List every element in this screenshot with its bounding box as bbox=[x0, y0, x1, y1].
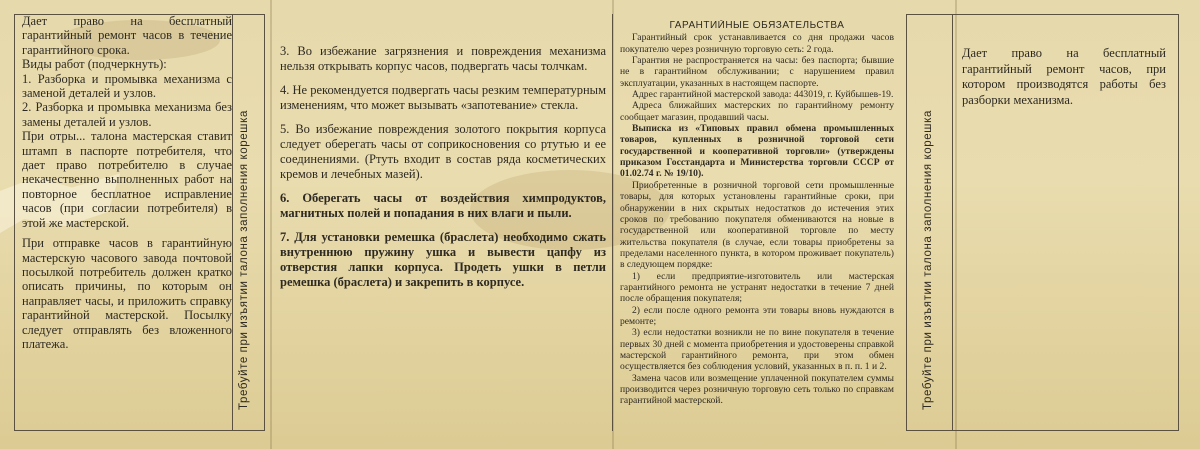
fold-line bbox=[955, 0, 957, 449]
border-rule bbox=[264, 14, 265, 431]
coupon-panel-left bbox=[22, 14, 232, 430]
condition-2: 2) если после одного ремонта эти товары вновь нуждаются в ремонте; bbox=[620, 304, 894, 327]
stamp-note: При отры... талона мастерская ставит штамп в паспорте потребителя, что дает право потребителю в случае некачественно выполненных работ на повторное бесплатное исправление часов (при согласии потребителя) в этой же мастерской. bbox=[22, 129, 232, 230]
care-instructions-panel bbox=[280, 44, 606, 449]
border-rule bbox=[14, 430, 264, 431]
border-rule bbox=[906, 14, 907, 431]
work-types-heading: Виды работ (подчеркнуть): bbox=[22, 57, 167, 72]
instruction-7: 7. Для установки ремешка (браслета) необходимо сжать внутреннюю пружину ушка и вывести цапфу из отверстия лапки корпуса. Продеть ушки в петли ремешка (браслета) и закрепить в корпусе. bbox=[280, 230, 606, 289]
warranty-title: ГАРАНТИЙНЫЕ ОБЯЗАТЕЛЬСТВА bbox=[669, 20, 845, 31]
condition-3: 3) если недостатки возникли не по вине покупателя в течение первых 30 дней с момента приобретения и удостоверены справкой мастерской гарантийного ремонта, при этом обмен осуществляется без соблюдения условий, указанных в п. п. 1 и 2. bbox=[620, 327, 894, 373]
fold-line bbox=[270, 0, 272, 449]
nearby-workshops: Адреса ближайших мастерских по гарантийному ремонту сообщает магазин, продавший часы. bbox=[620, 100, 894, 123]
workshop-address: Адрес гарантийной мастерской завода: 443019, г. Куйбышев-19. bbox=[632, 89, 894, 101]
condition-1: 1) если предприятие-изготовитель или мастерская гарантийного ремонта не устранят недостатки в течение 7 дней после обращения покупателя; bbox=[620, 270, 894, 305]
work-type-1: 1. Разборка и промывка механизма с заменой деталей и узлов. bbox=[22, 71, 232, 101]
warranty-exclusions: Гарантия не распространяется на часы: без паспорта; бывшие не в гарантийном обслуживании; с нарушением правил эксплуатации, указанных в настоящем паспорте. bbox=[620, 55, 894, 89]
exchange-rules-excerpt: Выписка из «Типовых правил обмена промышленных товаров, купленных в розничной торговой сети государственной и кооперативной торговли» (утверждены приказом Госстандарта и Министерства торговли СССР от 01.02.74 г. № 19/10). bbox=[620, 123, 894, 180]
instruction-5: 5. Во избежание повреждения золотого покрытия корпуса следует оберегать часы от соприкосновения со ртутью и ее соединениями. (Ртуть входит в состав ряда косметических кремов и лечебных мазей). bbox=[280, 122, 606, 181]
exchange-conditions: Приобретенные в розничной торговой сети промышленные товары, для которых установлены гарантийные сроки, при обнаружении в них скрытых недостатков до истечения этих сроков по требованию покупателя обмениваются на новые в государственной или кооперативной торговле по месту жительства покупателя (в случае, если товары приобретены за пределами населенного пункта, в котором проживает покупатель) в следующем порядке: bbox=[620, 179, 894, 271]
border-rule bbox=[906, 14, 1178, 15]
coupon-intro: Дает право на бесплатный гарантийный ремонт часов в течение гарантийного срока. bbox=[22, 14, 232, 57]
coupon-right-text: Дает право на бесплатный гарантийный ремонт часов, при котором производятся работы без разборки механизма. bbox=[962, 46, 1166, 107]
instruction-4: 4. Не рекомендуется подвергать часы резким температурным изменениям, что может вызывать «запотевание» стекла. bbox=[280, 83, 606, 112]
warranty-term: Гарантийный срок устанавливается со дня продажи часов покупателю через розничную торговую сеть: 2 года. bbox=[620, 32, 894, 55]
border-rule bbox=[14, 14, 15, 431]
coupon-panel-right bbox=[962, 46, 1166, 449]
stub-label-left: Требуйте при изъятии талона заполнения корешка bbox=[238, 110, 250, 410]
instruction-3: 3. Во избежание загрязнения и повреждения механизма нельзя открывать корпус часов, подвергать часы толчкам. bbox=[280, 44, 606, 73]
warranty-obligations-panel bbox=[620, 20, 894, 436]
work-type-2: 2. Разборка и промывка механизма без замены деталей и узлов. bbox=[22, 100, 232, 129]
border-rule bbox=[612, 14, 613, 431]
border-rule bbox=[232, 14, 233, 431]
replacement-note: Замена часов или возмещение уплаченной покупателем суммы производится через розничную торговую сеть только по справкам гарантийной мастерской. bbox=[620, 372, 894, 407]
stub-label-right: Требуйте при изъятии талона заполнения корешка bbox=[922, 110, 934, 410]
mailing-note: При отправке часов в гарантийную мастерскую часового завода почтовой посылкой потребитель должен кратко описать причины, по которым он направляет часы, и приложить справку гарантийной мастерской. Посылку следует отправлять без вложенного платежа. bbox=[22, 236, 232, 351]
border-rule bbox=[1178, 14, 1179, 431]
border-rule bbox=[952, 14, 953, 431]
instruction-6: 6. Оберегать часы от воздействия химпродуктов, магнитных полей и попадания в них влаги и пыли. bbox=[280, 191, 606, 220]
